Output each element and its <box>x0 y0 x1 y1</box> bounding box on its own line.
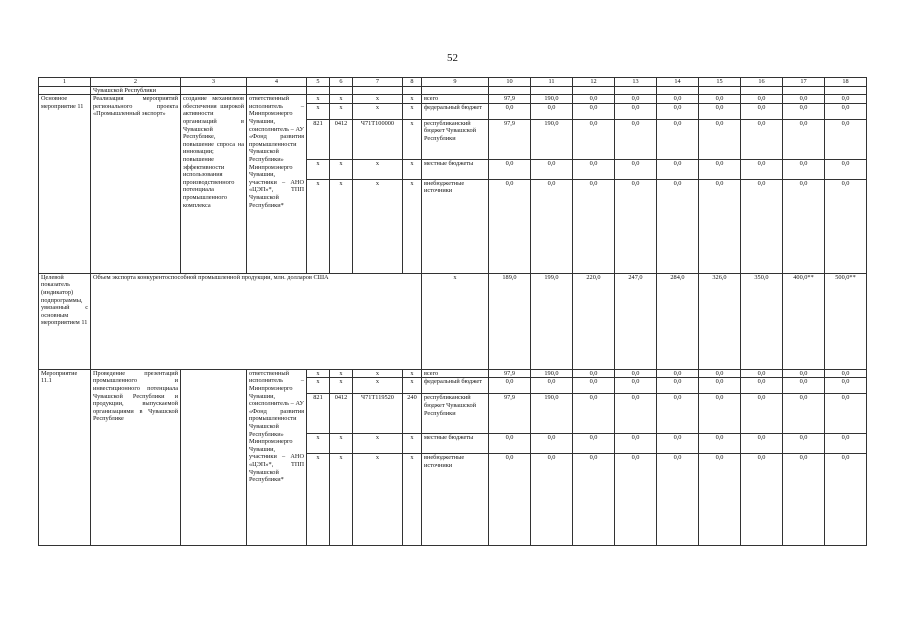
event-11-1-value-col13: 0,0 <box>615 369 657 378</box>
event-11-funding-source: республиканский бюджет Чувашской Республики <box>422 119 489 159</box>
event-11-1-value-col17: 0,0 <box>783 394 825 434</box>
event-11-1-value-col14: 0,0 <box>657 394 699 434</box>
event-11-1-value-col13: 0,0 <box>615 454 657 546</box>
event-11-c8: x <box>403 179 422 273</box>
event-11-1-value-col10: 97,9 <box>489 369 531 378</box>
indicator-col9: x <box>422 273 489 369</box>
event-11-funding-source: всего <box>422 95 489 104</box>
event-11-value-col17: 0,0 <box>783 119 825 159</box>
event-11-1-value-col10: 97,9 <box>489 394 531 434</box>
event-11-row <box>39 95 867 104</box>
event-11-1-row <box>39 369 867 378</box>
event-11-1-c5: x <box>307 454 330 546</box>
event-11-1-value-col11: 190,0 <box>531 394 573 434</box>
event-11-col2: Реализация мероприятий регионального проекта «Промышленный экспорт» <box>91 95 181 274</box>
event-11-value-col18: 0,0 <box>825 179 867 273</box>
event-11-1-c8: 240 <box>403 394 422 434</box>
event-11-value-col18: 0,0 <box>825 159 867 179</box>
event-11-value-col16: 0,0 <box>741 159 783 179</box>
event-11-value-col17: 0,0 <box>783 95 825 104</box>
event-11-c5: x <box>307 103 330 119</box>
event-11-1-c6: 0412 <box>330 394 353 434</box>
continuation-col2: Чувашской Республики <box>91 86 181 95</box>
event-11-value-col12: 0,0 <box>573 119 615 159</box>
event-11-value-col11: 190,0 <box>531 119 573 159</box>
event-11-value-col12: 0,0 <box>573 179 615 273</box>
event-11-c7: x <box>353 179 403 273</box>
event-11-1-c7: x <box>353 434 403 454</box>
event-11-1-value-col14: 0,0 <box>657 434 699 454</box>
event-11-value-col13: 0,0 <box>615 119 657 159</box>
column-number-5: 5 <box>307 78 330 87</box>
event-11-1-value-col16: 0,0 <box>741 378 783 394</box>
event-11-1-c8: x <box>403 454 422 546</box>
indicator-value-col18: 500,0** <box>825 273 867 369</box>
event-11-value-col18: 0,0 <box>825 119 867 159</box>
event-11-value-col13: 0,0 <box>615 159 657 179</box>
event-11-c8: x <box>403 159 422 179</box>
indicator-value-col17: 400,0** <box>783 273 825 369</box>
event-11-value-col12: 0,0 <box>573 159 615 179</box>
event-11-1-value-col15: 0,0 <box>699 394 741 434</box>
event-11-1-c6: x <box>330 369 353 378</box>
indicator-value-col16: 350,0 <box>741 273 783 369</box>
event-11-value-col14: 0,0 <box>657 179 699 273</box>
event-11-value-col17: 0,0 <box>783 159 825 179</box>
event-11-1-c7: Ч71Т119520 <box>353 394 403 434</box>
indicator-row <box>39 273 867 369</box>
event-11-1-value-col18: 0,0 <box>825 394 867 434</box>
event-11-1-value-col12: 0,0 <box>573 378 615 394</box>
event-11-value-col10: 0,0 <box>489 103 531 119</box>
event-11-1-value-col17: 0,0 <box>783 454 825 546</box>
indicator-label: Объем экспорта конкурентоспособной промышленной продукции, млн. долларов США <box>91 273 422 369</box>
indicator-value-col15: 326,0 <box>699 273 741 369</box>
indicator-value-col10: 189,0 <box>489 273 531 369</box>
event-11-value-col12: 0,0 <box>573 95 615 104</box>
column-number-1: 1 <box>39 78 91 87</box>
event-11-value-col16: 0,0 <box>741 95 783 104</box>
event-11-1-value-col15: 0,0 <box>699 454 741 546</box>
column-number-row <box>39 78 867 87</box>
event-11-c6: x <box>330 103 353 119</box>
indicator-value-col14: 284,0 <box>657 273 699 369</box>
event-11-1-funding-source: федеральный бюджет <box>422 378 489 394</box>
event-11-1-value-col10: 0,0 <box>489 434 531 454</box>
event-11-col4: ответственный исполнитель – Минпромэнерго Чувашии, соисполнитель – АУ «Фонд развития промышленности Чувашской Республики» Минпромэнерго Чувашии, участники – АНО «ЦЭП»*, ТПП Чувашской Республики* <box>247 95 307 274</box>
event-11-1-value-col13: 0,0 <box>615 434 657 454</box>
event-11-c8: x <box>403 103 422 119</box>
column-number-3: 3 <box>181 78 247 87</box>
event-11-funding-source: внебюджетные источники <box>422 179 489 273</box>
event-11-1-value-col12: 0,0 <box>573 369 615 378</box>
page-number: 52 <box>447 52 458 64</box>
event-11-c7: Ч71Т100000 <box>353 119 403 159</box>
event-11-value-col16: 0,0 <box>741 179 783 273</box>
event-11-1-funding-source: всего <box>422 369 489 378</box>
column-number-12: 12 <box>573 78 615 87</box>
indicator-value-col12: 220,0 <box>573 273 615 369</box>
column-number-17: 17 <box>783 78 825 87</box>
event-11-1-value-col11: 0,0 <box>531 434 573 454</box>
event-11-1-value-col17: 0,0 <box>783 378 825 394</box>
event-11-1-value-col17: 0,0 <box>783 369 825 378</box>
event-11-1-value-col16: 0,0 <box>741 454 783 546</box>
event-11-value-col13: 0,0 <box>615 103 657 119</box>
event-11-1-value-col16: 0,0 <box>741 394 783 434</box>
event-11-value-col13: 0,0 <box>615 95 657 104</box>
event-11-1-value-col15: 0,0 <box>699 434 741 454</box>
event-11-1-value-col15: 0,0 <box>699 378 741 394</box>
event-11-1-value-col16: 0,0 <box>741 434 783 454</box>
event-11-1-value-col16: 0,0 <box>741 369 783 378</box>
event-11-col3: создание механизмов обеспечения широкой активности организаций в Чувашской Республике, повышение спроса на инновации; повышение эффективности использования производственного потенциала промышленного комплекса <box>181 95 247 274</box>
column-number-16: 16 <box>741 78 783 87</box>
continuation-col1 <box>39 86 91 95</box>
event-11-value-col13: 0,0 <box>615 179 657 273</box>
event-11-1-c5: x <box>307 434 330 454</box>
event-11-value-col15: 0,0 <box>699 103 741 119</box>
event-11-value-col17: 0,0 <box>783 179 825 273</box>
event-11-value-col10: 0,0 <box>489 179 531 273</box>
event-11-c5: 821 <box>307 119 330 159</box>
event-11-1-value-col14: 0,0 <box>657 454 699 546</box>
event-11-1-c5: x <box>307 369 330 378</box>
column-number-18: 18 <box>825 78 867 87</box>
event-11-1-funding-source: республиканский бюджет Чувашской Республики <box>422 394 489 434</box>
event-11-1-c7: x <box>353 378 403 394</box>
event-11-1-value-col13: 0,0 <box>615 394 657 434</box>
column-number-15: 15 <box>699 78 741 87</box>
event-11-1-col3 <box>181 369 247 546</box>
event-11-c8: x <box>403 95 422 104</box>
event-11-1-value-col12: 0,0 <box>573 434 615 454</box>
event-11-value-col16: 0,0 <box>741 119 783 159</box>
event-11-1-value-col14: 0,0 <box>657 378 699 394</box>
event-11-c8: x <box>403 119 422 159</box>
event-11-1-value-col10: 0,0 <box>489 454 531 546</box>
indicator-value-col11: 199,0 <box>531 273 573 369</box>
event-11-1-value-col11: 190,0 <box>531 369 573 378</box>
event-11-c5: x <box>307 159 330 179</box>
event-11-1-value-col14: 0,0 <box>657 369 699 378</box>
event-11-c6: x <box>330 179 353 273</box>
indicator-col1: Целевой показатель (индикатор) подпрограммы, увязанный с основным мероприятием 11 <box>39 273 91 369</box>
event-11-value-col14: 0,0 <box>657 159 699 179</box>
event-11-value-col15: 0,0 <box>699 95 741 104</box>
column-number-2: 2 <box>91 78 181 87</box>
event-11-value-col17: 0,0 <box>783 103 825 119</box>
event-11-value-col11: 190,0 <box>531 95 573 104</box>
event-11-1-c6: x <box>330 434 353 454</box>
event-11-value-col12: 0,0 <box>573 103 615 119</box>
event-11-c7: x <box>353 159 403 179</box>
event-11-1-value-col13: 0,0 <box>615 378 657 394</box>
event-11-1-c8: x <box>403 369 422 378</box>
column-number-8: 8 <box>403 78 422 87</box>
column-number-7: 7 <box>353 78 403 87</box>
event-11-value-col10: 0,0 <box>489 159 531 179</box>
event-11-1-col1: Мероприятие 11.1 <box>39 369 91 546</box>
event-11-1-c8: x <box>403 434 422 454</box>
event-11-c6: x <box>330 95 353 104</box>
event-11-1-funding-source: внебюджетные источники <box>422 454 489 546</box>
event-11-c6: 0412 <box>330 119 353 159</box>
event-11-value-col18: 0,0 <box>825 103 867 119</box>
event-11-1-value-col18: 0,0 <box>825 378 867 394</box>
event-11-1-value-col18: 0,0 <box>825 434 867 454</box>
event-11-1-value-col11: 0,0 <box>531 378 573 394</box>
event-11-col1: Основное мероприятие 11 <box>39 95 91 274</box>
event-11-value-col15: 0,0 <box>699 159 741 179</box>
column-number-9: 9 <box>422 78 489 87</box>
event-11-1-c5: 821 <box>307 394 330 434</box>
event-11-c7: x <box>353 95 403 104</box>
column-number-4: 4 <box>247 78 307 87</box>
event-11-1-value-col18: 0,0 <box>825 369 867 378</box>
event-11-value-col16: 0,0 <box>741 103 783 119</box>
column-number-10: 10 <box>489 78 531 87</box>
event-11-1-c6: x <box>330 454 353 546</box>
event-11-value-col18: 0,0 <box>825 95 867 104</box>
event-11-value-col14: 0,0 <box>657 95 699 104</box>
event-11-1-value-col17: 0,0 <box>783 434 825 454</box>
event-11-1-c5: x <box>307 378 330 394</box>
event-11-c7: x <box>353 103 403 119</box>
event-11-funding-source: местные бюджеты <box>422 159 489 179</box>
event-11-c5: x <box>307 95 330 104</box>
event-11-c5: x <box>307 179 330 273</box>
indicator-value-col13: 247,0 <box>615 273 657 369</box>
event-11-value-col10: 97,9 <box>489 95 531 104</box>
column-number-11: 11 <box>531 78 573 87</box>
event-11-1-value-col11: 0,0 <box>531 454 573 546</box>
event-11-1-value-col18: 0,0 <box>825 454 867 546</box>
event-11-1-c7: x <box>353 454 403 546</box>
event-11-value-col10: 97,9 <box>489 119 531 159</box>
column-number-6: 6 <box>330 78 353 87</box>
event-11-1-c7: x <box>353 369 403 378</box>
event-11-1-value-col15: 0,0 <box>699 369 741 378</box>
event-11-value-col15: 0,0 <box>699 179 741 273</box>
event-11-value-col14: 0,0 <box>657 119 699 159</box>
event-11-value-col11: 0,0 <box>531 103 573 119</box>
event-11-1-funding-source: местные бюджеты <box>422 434 489 454</box>
column-number-14: 14 <box>657 78 699 87</box>
column-number-13: 13 <box>615 78 657 87</box>
event-11-c6: x <box>330 159 353 179</box>
event-11-1-value-col10: 0,0 <box>489 378 531 394</box>
event-11-1-c6: x <box>330 378 353 394</box>
continuation-row <box>39 86 867 95</box>
event-11-value-col14: 0,0 <box>657 103 699 119</box>
event-11-1-col4: ответственный исполнитель – Минпромэнерго Чувашии, соисполнитель – АУ «Фонд развития промышленности Чувашской Республики» Минпромэнерго Чувашии, участники – АНО «ЦЭП»*, ТПП Чувашской Республики* <box>247 369 307 546</box>
event-11-value-col11: 0,0 <box>531 159 573 179</box>
event-11-value-col11: 0,0 <box>531 179 573 273</box>
event-11-funding-source: федеральный бюджет <box>422 103 489 119</box>
event-11-value-col15: 0,0 <box>699 119 741 159</box>
event-11-1-c8: x <box>403 378 422 394</box>
program-table <box>38 77 867 546</box>
event-11-1-value-col12: 0,0 <box>573 394 615 434</box>
event-11-1-col2: Проведение презентаций промышленного и инвестиционного потенциала Чувашской Республики и продукции, выпускаемой организациями в Чувашской Республике <box>91 369 181 546</box>
event-11-1-value-col12: 0,0 <box>573 454 615 546</box>
